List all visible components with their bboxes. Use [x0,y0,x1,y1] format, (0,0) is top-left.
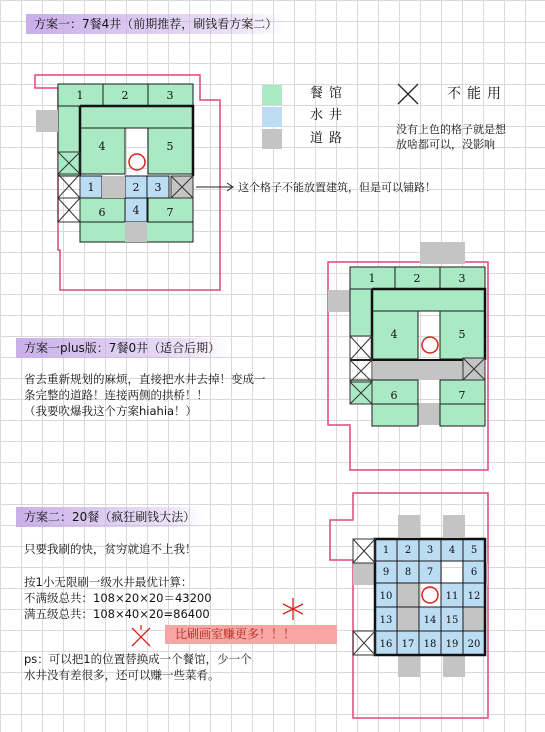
plan1-label: 2 [132,181,140,194]
plan1plus-label: 6 [390,389,398,402]
plan1plus-label: 1 [368,272,376,285]
plan2-label: 12 [467,591,481,602]
plan1plus-label: 3 [458,272,466,285]
plan1plus-label: 7 [458,389,466,402]
plan2-label: 18 [423,639,437,650]
plan2-line3: 不满级总共：108×20×20＝43200 [24,591,212,605]
plan1-title: 方案一：7餐4井（前期推荐，刷钱看方案二） [26,14,285,34]
plan1-label: 4 [132,204,140,217]
legend-note-line2: 放啥都可以，没影响 [396,138,495,151]
plan1-arrow-note: 这个格子不能放置建筑，但是可以铺路！ [238,181,436,194]
legend-note-line1: 没有上色的格子就是想 [396,123,506,136]
plan2-label: 1 [382,545,390,556]
plan2-label: 10 [379,591,393,602]
plan2-highlight: 比刷画室赚更多！！！ [165,625,337,644]
plan1plus-desc-line2: 条完整的道路！连接两侧的拱桥！！ [24,388,208,402]
plan2-line2: 按1小无限刷一级水井最优计算： [24,575,193,589]
plan2-title: 方案二：20餐（疯狂刷钱大法） [16,507,203,527]
legend-unusable-label: 不能用 [447,86,507,102]
plan2-label: 13 [379,615,393,626]
plan2-line1: 只要我刷的快，贫穷就追不上我！ [24,542,197,556]
plan1-label: 1 [76,89,84,102]
plan1plus-label: 4 [390,328,398,341]
plan2-label: 4 [448,545,456,556]
plan2-ps-line2: 水井没有差很多，还可以赚一些菜肴。 [24,668,220,682]
plan1-label: 3 [166,89,174,102]
plan1-label: 4 [98,140,106,153]
legend-well-label: 水井 [310,108,349,123]
plan1-label: 6 [98,206,106,219]
plan2-label: 11 [445,591,459,602]
plan2-label: 17 [401,639,415,650]
plan2-label: 7 [426,567,434,578]
plan2-label: 19 [445,639,459,650]
legend-restaurant-label: 餐馆 [310,86,349,101]
plan2-label: 14 [423,615,437,626]
legend-road-label: 道路 [310,131,349,146]
plan2-label: 3 [426,545,434,556]
plan1plus-label: 2 [413,272,421,285]
plan1plus-title: 方案一plus版：7餐0井（适合后期） [16,338,228,358]
plan1-label: 7 [166,206,174,219]
plan1-label: 1 [87,181,95,194]
plan1plus-desc-line1: 省去重新规划的麻烦，直接把水井去掉！变成一 [24,372,266,386]
plan1plus-label: 5 [458,328,466,341]
plan1plus-desc-line3: （我要吹爆我这个方案hiahia！） [24,404,198,418]
plan2-center-circle [422,587,438,603]
plan2-label: 15 [445,615,459,626]
plan1-label: 5 [166,140,174,153]
plan2-label: 16 [379,639,393,650]
plan2-label: 8 [404,567,412,578]
plan2-label: 2 [404,545,412,556]
plan2-label: 6 [470,567,478,578]
plan2-line4: 满五级总共：108×40×20=86400 [24,607,210,621]
plan2-label: 5 [470,545,478,556]
plan2-ps-line1: ps：可以把1的位置替换成一个餐馆，少一个 [24,652,252,666]
plan1-label: 3 [154,181,162,194]
plan2-label: 9 [382,567,390,578]
plan1-label: 2 [121,89,129,102]
plan2-label: 20 [467,639,481,650]
